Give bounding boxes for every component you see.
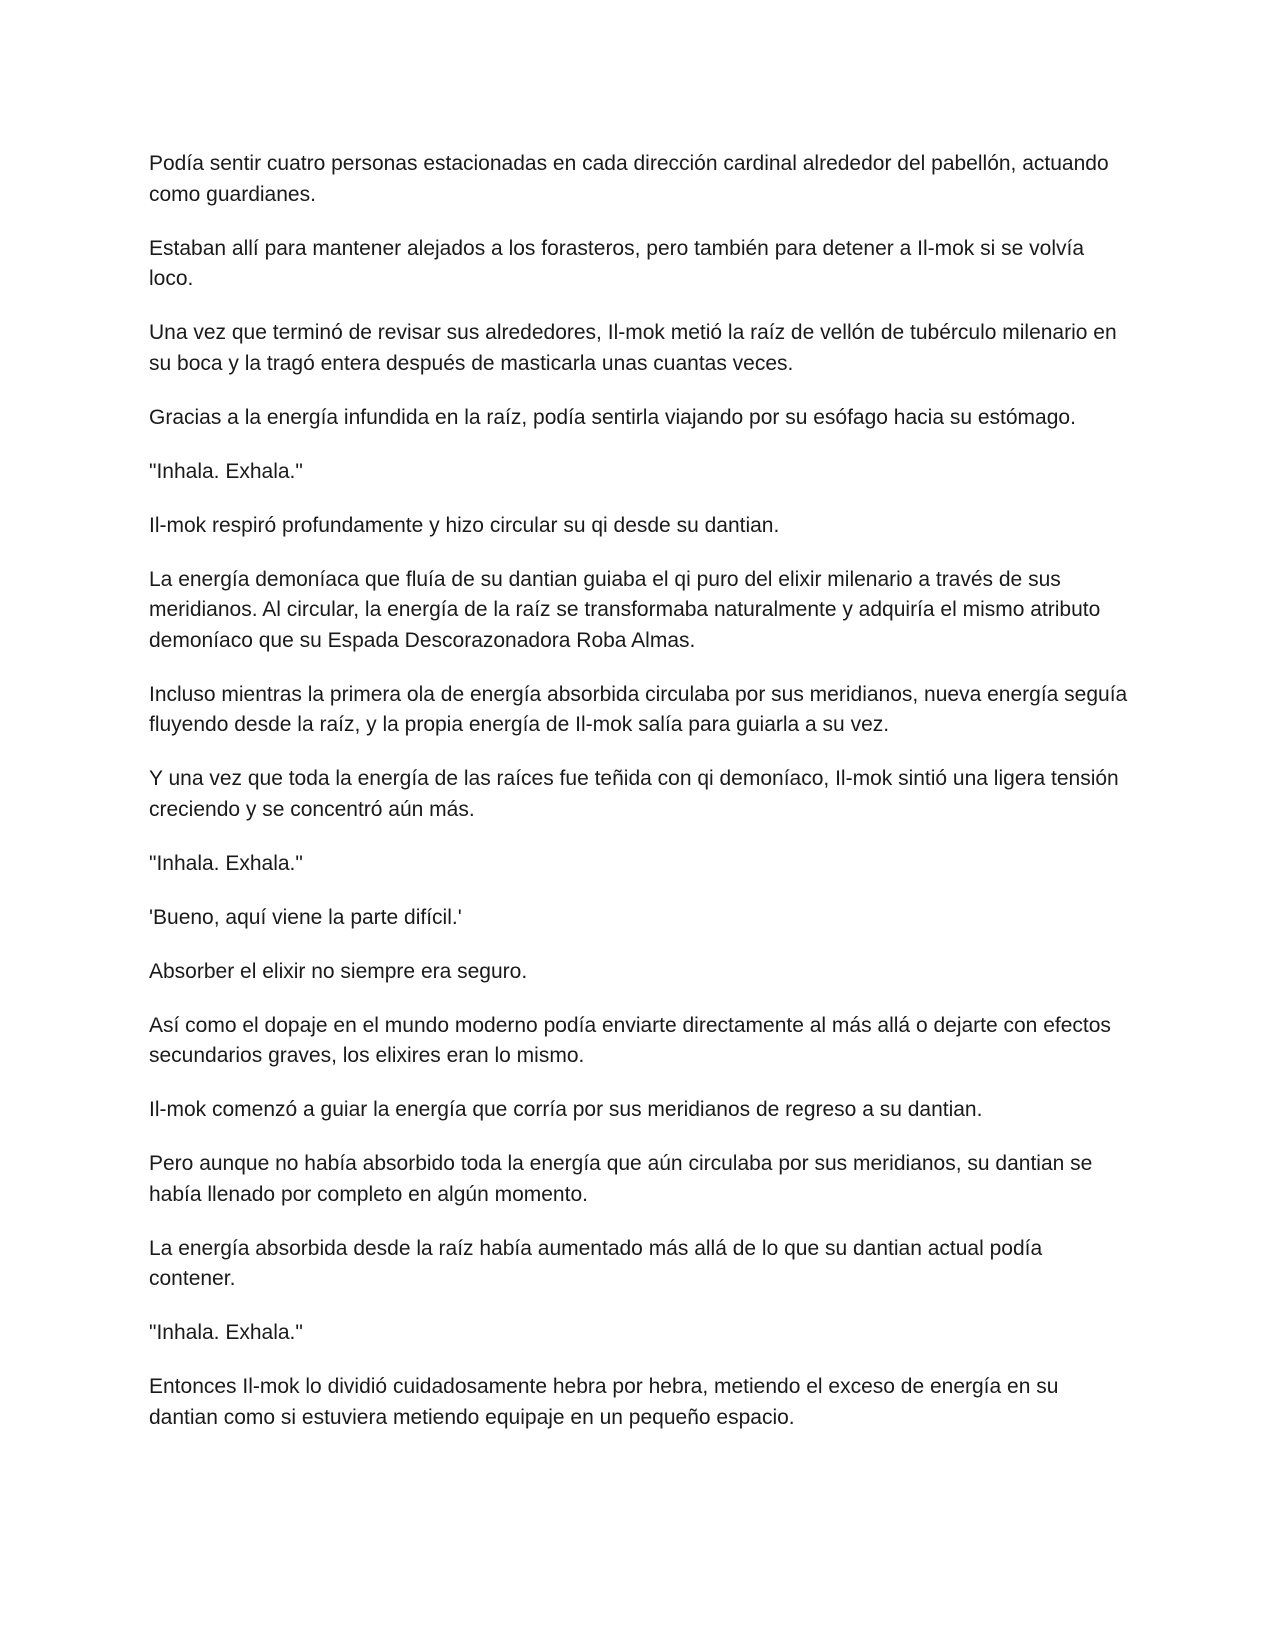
- paragraph: Pero aunque no había absorbido toda la energía que aún circulaba por sus meridianos, su dantian se había llenado por completo en algún momento.: [149, 1152, 1093, 1206]
- paragraph: "Inhala. Exhala.": [149, 851, 303, 875]
- paragraph: Il-mok respiró profundamente y hizo circular su qi desde su dantian.: [149, 513, 780, 537]
- paragraph: "Inhala. Exhala.": [149, 459, 303, 483]
- paragraph: Estaban allí para mantener alejados a los forasteros, pero también para detener a Il-mok si se volvía loco.: [149, 236, 1085, 290]
- paragraph: Así como el dopaje en el mundo moderno podía enviarte directamente al más allá o dejarte con efectos secundarios graves, los elixires eran lo mismo.: [149, 1013, 1111, 1067]
- paragraph: Entonces Il-mok lo dividió cuidadosamente hebra por hebra, metiendo el exceso de energía en su dantian como si estuviera metiendo equipaje en un pequeño espacio.: [149, 1375, 1059, 1429]
- paragraph: "Inhala. Exhala.": [149, 1321, 303, 1344]
- paragraph: Absorber el elixir no siempre era seguro.: [149, 959, 528, 983]
- paragraph: Gracias a la energía infundida en la raíz, podía sentirla viajando por su esófago hacia su estómago.: [149, 405, 1076, 429]
- paragraph: 'Bueno, aquí viene la parte difícil.': [149, 905, 462, 929]
- paragraph: Incluso mientras la primera ola de energía absorbida circulaba por sus meridianos, nueva energía seguía fluyendo desde la raíz, y la propia energía de Il-mok salía para guiarla a su vez.: [149, 682, 1128, 736]
- paragraph: Una vez que terminó de revisar sus alrededores, Il-mok metió la raíz de vellón de tubérculo milenario en su boca y la tragó entera después de masticarla unas cuantas veces.: [149, 321, 1117, 375]
- paragraph: La energía absorbida desde la raíz había aumentado más allá de lo que su dantian actual podía contener.: [149, 1236, 1043, 1290]
- paragraph: Y una vez que toda la energía de las raíces fue teñida con qi demoníaco, Il-mok sintió una ligera tensión creciendo y se concentró aún más.: [149, 767, 1119, 821]
- document-body: [149, 149, 1129, 1457]
- paragraph: Il-mok comenzó a guiar la energía que corría por sus meridianos de regreso a su dantian.: [149, 1098, 983, 1121]
- paragraph: Podía sentir cuatro personas estacionadas en cada dirección cardinal alrededor del pabellón, actuando como guardianes.: [149, 152, 1109, 206]
- paragraph: La energía demoníaca que fluía de su dantian guiaba el qi puro del elixir milenario a través de sus meridianos. Al circular, la energía de la raíz se transformaba naturalmente y adquiría el mismo atributo demoníaco que su Espada Descorazonadora Roba Almas.: [149, 567, 1101, 652]
